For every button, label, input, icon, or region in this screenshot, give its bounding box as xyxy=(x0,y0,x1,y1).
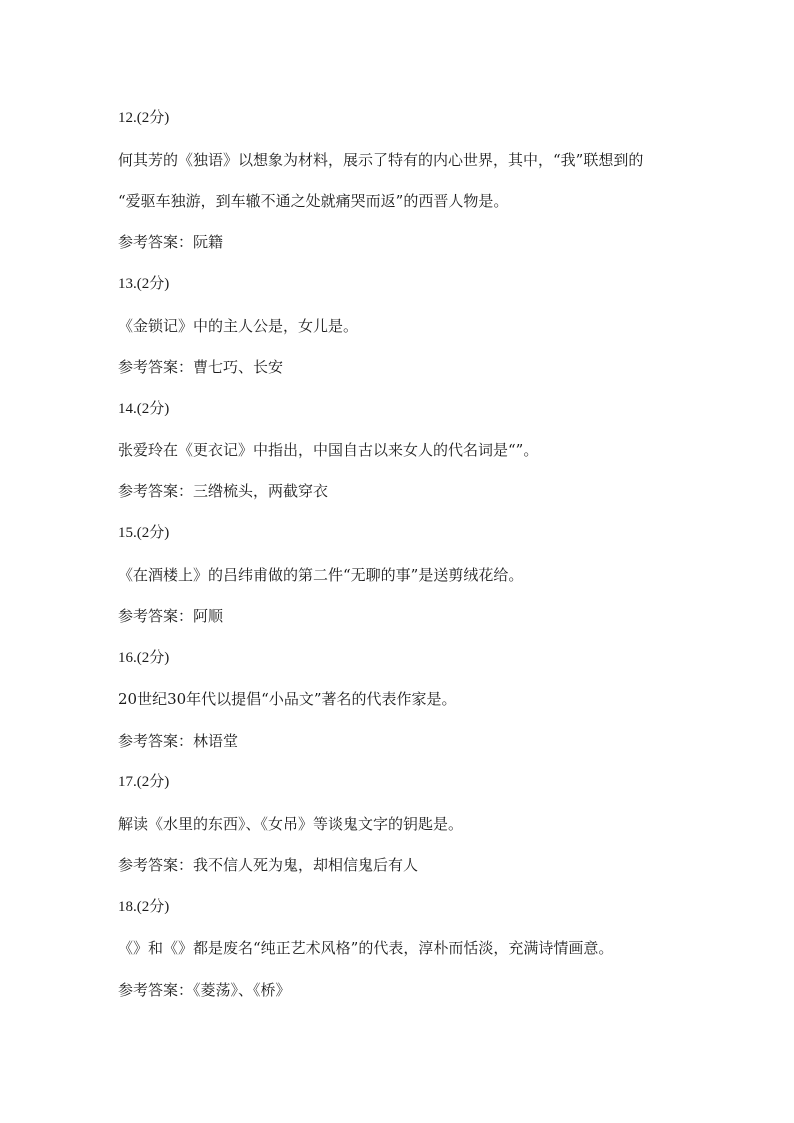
question-12-number: 12.(2分) xyxy=(118,110,170,126)
question-13-answer: 参考答案：曹七巧、长安 xyxy=(118,358,284,376)
question-14-answer: 参考答案：三绺梳头，两截穿衣 xyxy=(118,482,329,500)
question-17-answer: 参考答案：我不信人死为鬼，却相信鬼后有人 xyxy=(118,856,419,874)
question-14-number: 14.(2分) xyxy=(118,401,170,417)
question-12-text-line-1: 何其芳的《独语》以想象为材料，展示了特有的内心世界，其中，“我”联想到的 xyxy=(118,151,644,169)
question-16-text-line-1: 20世纪30年代以提倡“小品文”著名的代表作家是。 xyxy=(118,690,457,708)
question-18-text-line-1: 《》和《》都是废名“纯正艺术风格”的代表，淳朴而恬淡，充满诗情画意。 xyxy=(118,939,614,957)
question-16-number: 16.(2分) xyxy=(118,650,170,666)
question-15-number: 15.(2分) xyxy=(118,525,170,541)
question-17-text-line-1: 解读《水里的东西》、《女吊》等谈鬼文字的钥匙是。 xyxy=(118,815,464,833)
question-18-number: 18.(2分) xyxy=(118,899,170,915)
question-14-text-line-1: 张爱玲在《更衣记》中指出，中国自古以来女人的代名词是“”。 xyxy=(118,441,539,459)
question-15-answer: 参考答案：阿顺 xyxy=(118,607,224,625)
question-17-number: 17.(2分) xyxy=(118,774,170,790)
question-13-text-line-1: 《金锁记》中的主人公是，女儿是。 xyxy=(118,317,359,335)
question-15-text-line-1: 《在酒楼上》的吕纬甫做的第二件“无聊的事”是送剪绒花给。 xyxy=(118,566,524,584)
question-12-text-line-2: “爱驱车独游，到车辙不通之处就痛哭而返”的西晋人物是。 xyxy=(118,192,509,210)
question-13-number: 13.(2分) xyxy=(118,276,170,292)
question-18-answer: 参考答案：《菱荡》、《桥》 xyxy=(118,981,291,999)
question-12-answer: 参考答案：阮籍 xyxy=(118,233,224,251)
question-16-answer: 参考答案：林语堂 xyxy=(118,732,239,750)
